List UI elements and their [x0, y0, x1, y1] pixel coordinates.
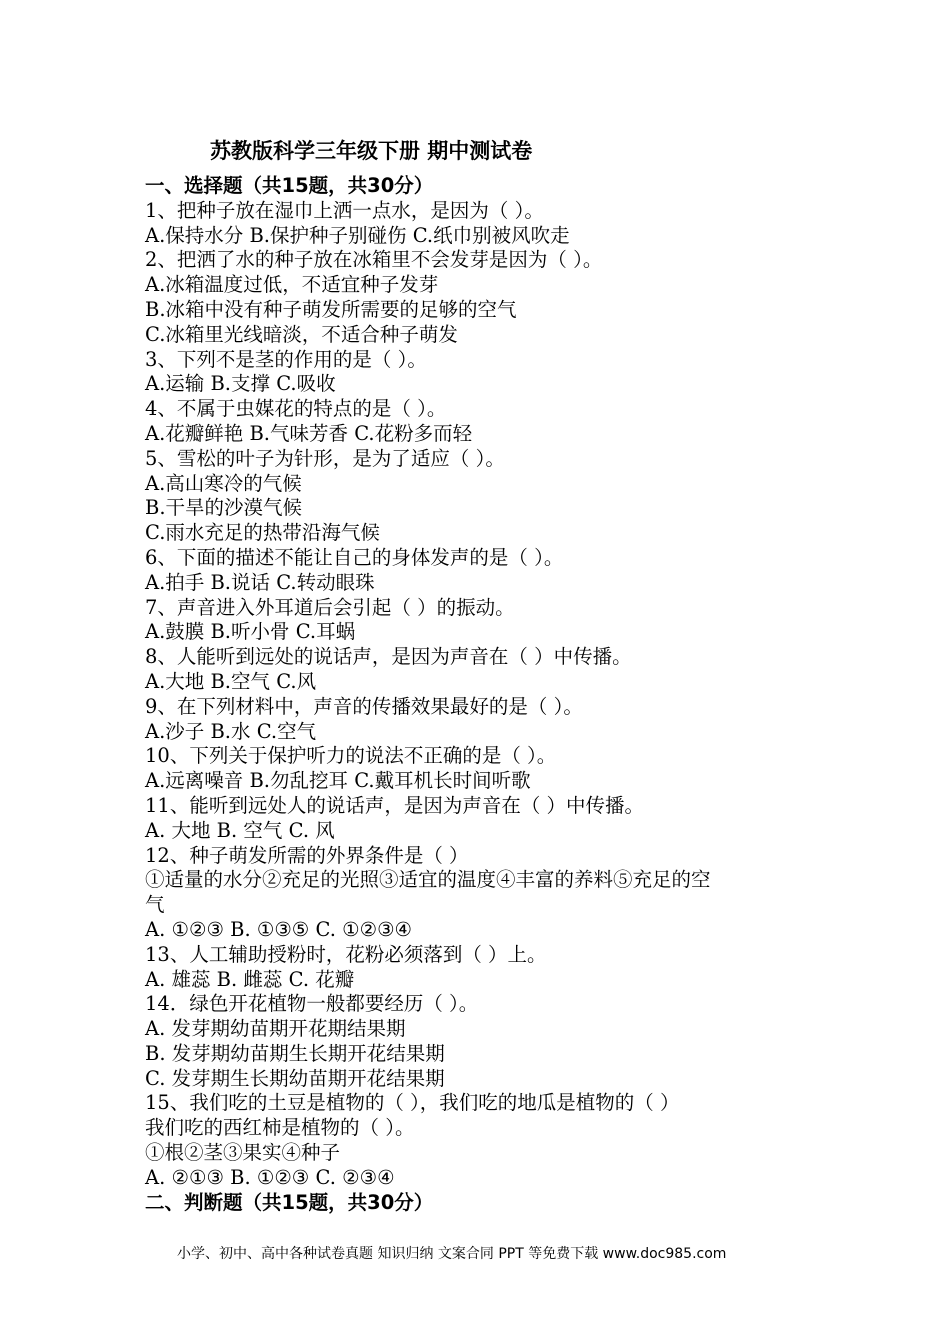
question-text: 15、我们吃的土豆是植物的（ ），我们吃的地瓜是植物的（ ）: [145, 1091, 680, 1115]
answer-option: B. 发芽期幼苗期生长期开花结果期: [145, 1041, 445, 1065]
question-text: 7、声音进入外耳道后会引起（ ）的振动。: [145, 595, 515, 619]
answer-option: 气: [145, 893, 165, 917]
question-text: 5、雪松的叶子为针形，是为了适应（ ）。: [145, 446, 505, 470]
answer-option: C.雨水充足的热带沿海气候: [145, 521, 380, 545]
question-text: 9、在下列材料中，声音的传播效果最好的是（ ）。: [145, 694, 583, 718]
question-text: 2、把洒了水的种子放在冰箱里不会发芽是因为（ ）。: [145, 248, 603, 272]
answer-option: A.大地 B.空气 C.风: [145, 669, 317, 693]
question-text: 4、不属于虫媒花的特点的是（ ）。: [145, 397, 447, 421]
answer-option: B.干旱的沙漠气候: [145, 496, 303, 520]
answer-option: A.鼓膜 B.听小骨 C.耳蜗: [145, 620, 356, 644]
answer-option: A. ①②③ B. ①③⑤ C. ①②③④: [145, 917, 413, 941]
question-text: 8、人能听到远处的说话声，是因为声音在（ ）中传播。: [145, 645, 632, 669]
answer-option: A.远离噪音 B.勿乱挖耳 C.戴耳机长时间听歌: [145, 769, 531, 793]
question-text: 我们吃的西红柿是植物的（ ）。: [145, 1116, 415, 1140]
answer-option: A.高山寒冷的气候: [145, 471, 302, 495]
question-text: 14．绿色开花植物一般都要经历（ ）。: [145, 992, 479, 1016]
answer-option: ①适量的水分②充足的光照③适宜的温度④丰富的养料⑤充足的空: [145, 868, 711, 892]
answer-option: A.冰箱温度过低，不适宜种子发芽: [145, 273, 439, 297]
question-text: 10、下列关于保护听力的说法不正确的是（ ）。: [145, 744, 557, 768]
answer-option: ①根②茎③果实④种子: [145, 1141, 341, 1165]
answer-option: C.冰箱里光线暗淡，不适合种子萌发: [145, 322, 458, 346]
answer-option: A.运输 B.支撑 C.吸收: [145, 372, 336, 396]
answer-option: A.花瓣鲜艳 B.气味芳香 C.花粉多而轻: [145, 421, 473, 445]
question-text: 6、下面的描述不能让自己的身体发声的是（ ）。: [145, 545, 564, 569]
footer-text: 小学、初中、高中各种试卷真题 知识归纳 文案合同 PPT 等免费下载 www.doc985.com: [177, 1246, 727, 1262]
answer-option: C. 发芽期生长期幼苗期开花结果期: [145, 1066, 445, 1090]
question-list: [145, 174, 810, 1215]
question-text: 13、人工辅助授粉时，花粉必须落到（ ）上。: [145, 942, 547, 966]
question-text: 1、把种子放在湿巾上洒一点水，是因为（ ）。: [145, 198, 544, 222]
answer-option: A.保持水分 B.保护种子别碰伤 C.纸巾别被风吹走: [145, 223, 570, 247]
answer-option: A. ②①③ B. ①②③ C. ②③④: [145, 1165, 395, 1189]
answer-option: A. 大地 B. 空气 C. 风: [145, 818, 335, 842]
answer-option: A.沙子 B.水 C.空气: [145, 719, 317, 743]
answer-option: A. 雄蕊 B. 雌蕊 C. 花瓣: [145, 967, 355, 991]
answer-option: B.冰箱中没有种子萌发所需要的足够的空气: [145, 297, 517, 321]
question-text: 11、能听到远处人的说话声，是因为声音在（ ）中传播。: [145, 793, 645, 817]
document-title: 苏教版科学三年级下册 期中测试卷: [210, 139, 533, 163]
answer-option: A.拍手 B.说话 C.转动眼珠: [145, 570, 375, 594]
answer-option: A. 发芽期幼苗期开花期结果期: [145, 1017, 406, 1041]
section-heading: 二、判断题（共15题，共30分）: [145, 1190, 434, 1214]
question-text: 12、种子萌发所需的外界条件是（ ）: [145, 843, 469, 867]
section-heading: 一、选择题（共15题，共30分）: [145, 174, 434, 197]
question-text: 3、下列不是茎的作用的是（ ）。: [145, 347, 427, 371]
